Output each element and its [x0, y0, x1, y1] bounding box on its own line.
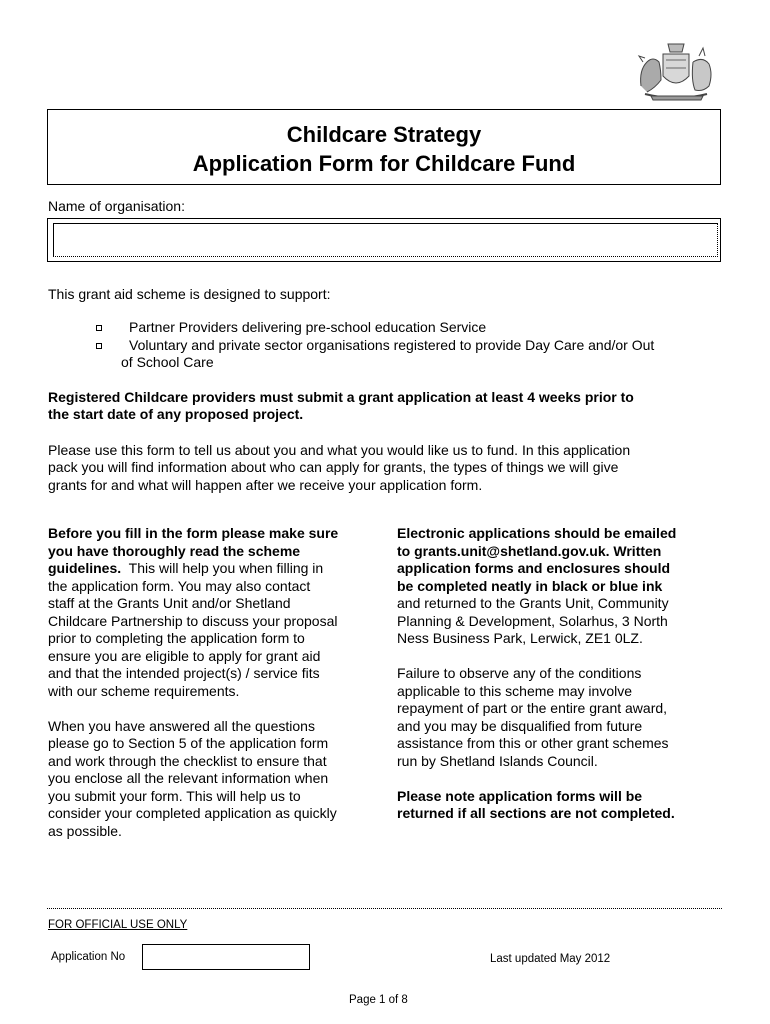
- left-bold-line: you have thoroughly read the scheme: [48, 542, 301, 559]
- right-bold-line: application forms and enclosures should: [397, 560, 671, 576]
- left-line: with our scheme requirements.: [48, 682, 240, 699]
- left-bold-line: guidelines.: [48, 560, 122, 576]
- divider: [47, 908, 722, 909]
- right-line: Ness Business Park, Lerwick, ZE1 0LZ.: [397, 630, 643, 646]
- right-line: assistance from this or other grant schemes: [397, 735, 669, 751]
- right-bold-line: returned if all sections are not completed.: [397, 805, 675, 821]
- left-line: ensure you are eligible to apply for grant aid: [48, 647, 321, 664]
- bullet-icon: [96, 325, 102, 331]
- organisation-field[interactable]: [47, 218, 721, 262]
- right-column: [397, 525, 727, 823]
- bullet-item: Voluntary and private sector organisations registered to provide Day Care and/or Out: [129, 337, 655, 353]
- right-line: run by Shetland Islands Council.: [397, 752, 598, 769]
- left-line: please go to Section 5 of the application form: [48, 735, 329, 751]
- bullet-icon: [96, 343, 102, 349]
- left-bold-line: Before you fill in the form please make sure: [48, 525, 339, 541]
- right-line: Planning & Development, Solarhus, 3 North: [397, 612, 668, 629]
- right-line: repayment of part or the entire grant award,: [397, 700, 668, 716]
- page-number: Page 1 of 8: [349, 994, 408, 1006]
- notice-line: Registered Childcare providers must submit a grant application at least 4 weeks prior to: [48, 389, 634, 405]
- organisation-input[interactable]: [53, 223, 718, 257]
- bullet-item: Partner Providers delivering pre-school education Service: [129, 319, 487, 335]
- application-no-input[interactable]: [142, 944, 310, 970]
- right-line: Failure to observe any of the conditions: [397, 665, 642, 681]
- left-line: the application form. You may also contact: [48, 577, 311, 594]
- left-line: you enclose all the relevant information when: [48, 770, 329, 786]
- left-line: you submit your form. This will help us to: [48, 787, 301, 804]
- bullet-item-continued: of School Care: [121, 354, 214, 370]
- purpose-line: pack you will find information about who can apply for grants, the types of things we will give: [48, 459, 619, 475]
- right-line: and returned to the Grants Unit, Community: [397, 595, 669, 611]
- purpose-line: grants for and what will happen after we receive your application form.: [48, 477, 483, 493]
- right-bold-line: Electronic applications should be emailed: [397, 525, 677, 541]
- coat-of-arms-icon: [633, 40, 719, 102]
- right-bold-line: Please note application forms will be: [397, 787, 643, 804]
- organisation-label: Name of organisation:: [48, 198, 185, 214]
- right-line: and you may be disqualified from future: [397, 717, 643, 734]
- application-no-label: Application No: [51, 951, 126, 963]
- intro-text: This grant aid scheme is designed to support:: [48, 286, 331, 302]
- right-bold-line: to grants.unit@shetland.gov.uk. Written: [397, 542, 662, 559]
- page-title: Childcare Strategy: [286, 122, 482, 147]
- left-line: staff at the Grants Unit and/or Shetland: [48, 595, 291, 611]
- right-bold-line: be completed neatly in black or blue ink: [397, 577, 663, 594]
- page-subtitle: Application Form for Childcare Fund: [192, 151, 576, 176]
- left-line: When you have answered all the questions: [48, 717, 315, 734]
- left-line: Childcare Partnership to discuss your proposal: [48, 612, 338, 629]
- left-line: This will help you when filling in: [121, 560, 324, 576]
- left-line: prior to completing the application form to: [48, 630, 305, 646]
- last-updated: Last updated May 2012: [490, 953, 611, 965]
- purpose-line: Please use this form to tell us about you and what you would like us to fund. In this application: [48, 442, 631, 458]
- right-line: applicable to this scheme may involve: [397, 682, 633, 699]
- left-column: [48, 525, 388, 840]
- left-line: consider your completed application as quickly: [48, 805, 337, 821]
- title-box: [47, 109, 721, 185]
- notice-line: the start date of any proposed project.: [48, 406, 304, 422]
- official-use-label: FOR OFFICIAL USE ONLY: [48, 919, 188, 931]
- left-line: as possible.: [48, 822, 122, 839]
- left-line: and that the intended project(s) / service fits: [48, 665, 320, 681]
- left-line: and work through the checklist to ensure that: [48, 752, 327, 769]
